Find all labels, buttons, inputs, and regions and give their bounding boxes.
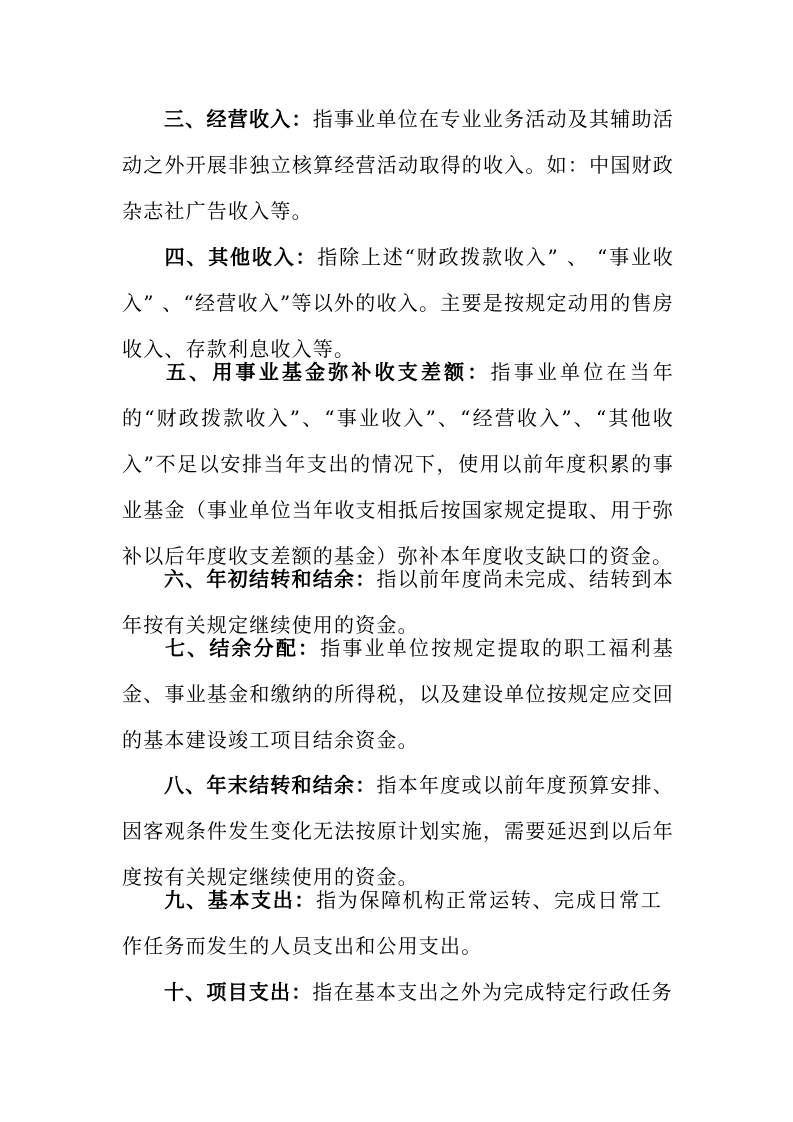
paragraph-fund-supplement (122, 349, 674, 579)
term-opening-balance: 六、年初结转和结余： (164, 567, 377, 591)
definition-fund-supplement: 指事业单位在当年的“财政拨款收入”、“事业收入”、“经营收入”、“其他收入”不足以安排当年支出的情况下，使用以前年度积累的事业基金（事业单位当年收支相抵后按国家规定提取、用于弥补以后年度收支差额的基金）弥补本年度收支缺口的资金。 (122, 360, 674, 568)
term-other-income: 四、其他收入： (164, 245, 318, 269)
paragraph-basic-expenditure (122, 877, 662, 969)
term-business-income: 三、经营收入： (164, 107, 313, 131)
definition-surplus-distribution: 指事业单位按规定提取的职工福利基金、事业基金和缴纳的所得税，以及建设单位按规定应交回的基本建设竣工项目结余资金。 (122, 636, 675, 752)
term-surplus-distribution: 七、结余分配： (164, 636, 321, 660)
definition-other-income: 指除上述“财政拨款收入” 、 “事业收入” 、“经营收入”等以外的收入。主要是按规定动用的售房收入、存款利息收入等。 (122, 245, 674, 361)
paragraph-surplus-distribution (122, 625, 674, 763)
definition-closing-balance: 指本年度或以前年度预算安排、因客观条件发生变化无法按原计划实施，需要延迟到以后年度按有关规定继续使用的资金。 (122, 773, 674, 889)
definition-project-expenditure: 指在基本支出之外为完成特定行政任务 (312, 980, 673, 1004)
definition-basic-expenditure: 指为保障机构正常运转、完成日常工作任务而发生的人员支出和公用支出。 (122, 888, 662, 958)
term-fund-supplement: 五、用事业基金弥补收支差额： (164, 360, 491, 384)
term-project-expenditure: 十、项目支出： (164, 980, 313, 1004)
term-basic-expenditure: 九、基本支出： (164, 888, 317, 912)
definition-business-income: 指事业单位在专业业务活动及其辅助活动之外开展非独立核算经营活动取得的收入。如：中国财政杂志社广告收入等。 (122, 107, 674, 223)
definition-opening-balance: 指以前年度尚未完成、结转到本年按有关规定继续使用的资金。 (122, 567, 674, 637)
paragraph-project-expenditure (122, 969, 674, 1015)
paragraph-business-income (122, 96, 674, 234)
term-closing-balance: 八、年末结转和结余： (164, 773, 377, 797)
